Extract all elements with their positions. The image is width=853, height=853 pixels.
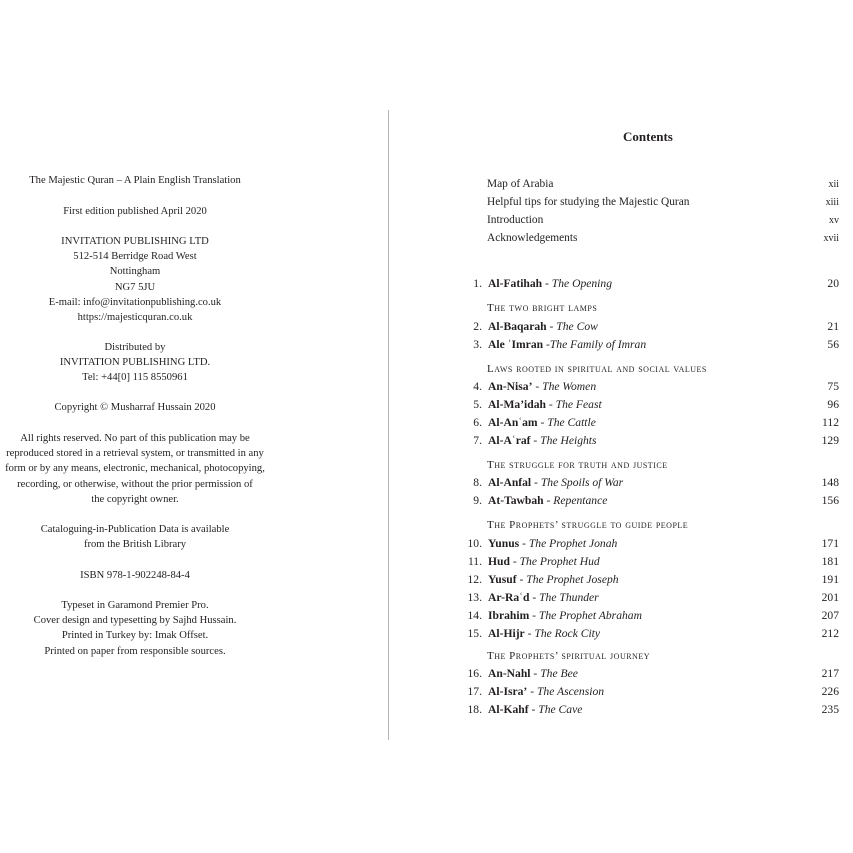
- cataloguing-block: [0, 522, 270, 552]
- chapter-name: At-Tawbah: [488, 494, 544, 507]
- chapter-english-title: The Thunder: [539, 591, 599, 604]
- chapter-page-number: 212: [821, 627, 839, 640]
- section-heading: The two bright lamps: [487, 302, 598, 314]
- chapter-separator: -: [516, 573, 527, 586]
- front-matter-label: Map of Arabia: [487, 178, 554, 190]
- chapter-english-title: The Prophet Hud: [519, 555, 600, 568]
- chapter-entry[interactable]: [450, 275, 839, 293]
- chapter-english-title: The Heights: [540, 434, 597, 447]
- distributor-name: INVITATION PUBLISHING LTD.: [59, 357, 211, 369]
- chapter-entry[interactable]: [450, 665, 839, 683]
- front-matter-page: xii: [828, 179, 839, 190]
- chapter-entry[interactable]: [450, 683, 839, 701]
- contents-page: [390, 0, 853, 853]
- production-block: [0, 598, 270, 659]
- chapter-english-title: The Prophet Abraham: [538, 609, 642, 622]
- chapter-entry[interactable]: [450, 432, 839, 450]
- chapter-page-number: 191: [821, 573, 839, 586]
- publisher-name: INVITATION PUBLISHING LTD: [61, 236, 209, 247]
- rights-line: recording, or otherwise, without the prior permission of: [17, 478, 253, 490]
- chapter-entry[interactable]: [450, 318, 839, 336]
- chapter-english-title: The Cave: [538, 703, 583, 716]
- chapter-page-number: 75: [827, 380, 839, 393]
- front-matter-page: xiii: [825, 197, 839, 208]
- chapter-entry[interactable]: [450, 607, 839, 625]
- chapter-separator: -: [531, 476, 541, 489]
- address-postcode: NG7 5JU: [114, 281, 156, 293]
- chapter-separator: -: [524, 627, 535, 640]
- chapter-name: Al-Baqarah: [488, 320, 547, 333]
- front-matter-item[interactable]: [487, 231, 839, 246]
- chapter-name: Al-Hijr: [488, 627, 525, 640]
- design-line: Cover design and typesetting by Sajhd Hussain.: [33, 615, 237, 627]
- imprint-page: [0, 0, 388, 853]
- chapter-separator: -: [543, 494, 554, 507]
- chapter-name: An-Nisa’: [488, 380, 533, 393]
- chapter-name: Ar-Raʿd: [488, 591, 530, 604]
- address-street: 512-514 Berridge Road West: [73, 251, 197, 263]
- chapter-entry[interactable]: [450, 535, 839, 553]
- chapter-separator: -: [529, 591, 540, 604]
- chapter-group: [450, 378, 839, 450]
- chapter-number: 13.: [467, 591, 482, 604]
- chapter-name: Hud: [488, 555, 510, 568]
- chapter-number: 8.: [473, 476, 482, 489]
- chapter-entry[interactable]: [450, 571, 839, 589]
- chapter-entry[interactable]: [450, 474, 839, 492]
- cataloguing-line: Cataloguing-in-Publication Data is available: [40, 524, 230, 535]
- front-matter-page: xvii: [823, 233, 839, 244]
- chapter-separator: -: [543, 338, 550, 351]
- rights-line: form or by any means, electronic, mechanical, photocopying,: [5, 463, 265, 475]
- chapter-entry[interactable]: [450, 336, 839, 354]
- chapter-number: 3.: [473, 338, 482, 351]
- chapter-number: 4.: [473, 380, 482, 393]
- distributor-block: [0, 340, 270, 386]
- imprint-title-block: [0, 173, 270, 188]
- chapter-separator: -: [545, 398, 556, 411]
- chapter-group: [450, 665, 839, 719]
- chapter-separator: -: [509, 555, 520, 568]
- book-title-line: The Majestic Quran – A Plain English Translation: [29, 175, 241, 186]
- rights-line: reproduced stored in a retrieval system, or transmitted in any: [6, 448, 264, 460]
- chapter-name: Al-Aʿraf: [488, 434, 531, 447]
- chapter-english-title: The Ascension: [536, 685, 605, 698]
- chapter-entry[interactable]: [450, 625, 839, 643]
- chapter-number: 6.: [473, 416, 482, 429]
- chapter-number: 14.: [467, 609, 482, 622]
- page-gutter: [388, 110, 389, 740]
- section-heading: The Prophets’ spiritual journey: [487, 650, 650, 662]
- chapter-group: [450, 535, 839, 643]
- section-heading: The struggle for truth and justice: [487, 459, 668, 471]
- address-city: Nottingham: [109, 266, 161, 278]
- chapter-number: 10.: [467, 537, 482, 550]
- chapter-separator: -: [542, 277, 552, 290]
- chapter-separator: -: [528, 703, 539, 716]
- rights-line: the copyright owner.: [91, 493, 179, 505]
- chapter-entry[interactable]: [450, 553, 839, 571]
- chapter-name: Al-Anfal: [488, 476, 532, 489]
- publisher-address-block: [0, 234, 270, 325]
- chapter-separator: -: [537, 416, 548, 429]
- distributed-by-label: Distributed by: [104, 342, 166, 353]
- publisher-website: https://majesticquran.co.uk: [77, 312, 193, 324]
- chapter-separator: -: [530, 434, 541, 447]
- chapter-page-number: 96: [827, 398, 839, 411]
- chapter-page-number: 181: [821, 555, 839, 568]
- chapter-group: [450, 318, 839, 354]
- front-matter-label: Acknowledgements: [487, 232, 578, 244]
- chapter-name: Al-Isra’: [488, 685, 528, 698]
- chapter-name: Al-Kahf: [488, 703, 529, 716]
- chapter-number: 1.: [473, 277, 482, 290]
- chapter-page-number: 235: [821, 703, 839, 716]
- chapter-page-number: 21: [827, 320, 839, 333]
- chapter-number: 17.: [467, 685, 482, 698]
- front-matter-item[interactable]: [487, 177, 839, 192]
- chapter-number: 12.: [467, 573, 482, 586]
- chapter-english-title: The Cow: [556, 320, 598, 333]
- section-heading: Laws rooted in spiritual and social values: [487, 363, 707, 375]
- distributor-phone: Tel: +44[0] 115 8550961: [82, 372, 188, 384]
- front-matter-label: Helpful tips for studying the Majestic Quran: [487, 196, 690, 208]
- chapter-page-number: 171: [821, 537, 839, 550]
- chapter-number: 15.: [467, 627, 482, 640]
- chapter-entry[interactable]: [450, 396, 839, 414]
- copyright-line: Copyright © Musharraf Hussain 2020: [54, 402, 216, 413]
- chapter-entry[interactable]: [450, 492, 839, 510]
- chapter-number: 16.: [467, 667, 482, 680]
- chapter-page-number: 217: [821, 667, 839, 680]
- chapter-english-title: The Bee: [540, 667, 578, 680]
- chapter-entry[interactable]: [450, 378, 839, 396]
- chapter-name: Ale ʿImran: [488, 338, 544, 351]
- chapter-page-number: 156: [821, 494, 839, 507]
- chapter-entry[interactable]: [450, 701, 839, 719]
- chapter-number: 9.: [473, 494, 482, 507]
- rights-line: All rights reserved. No part of this publication may be: [20, 433, 250, 444]
- chapter-page-number: 20: [827, 277, 839, 290]
- chapter-page-number: 148: [821, 476, 839, 489]
- front-matter-item[interactable]: [487, 213, 839, 228]
- chapter-name: An-Nahl: [488, 667, 531, 680]
- chapter-english-title: The Prophet Joseph: [526, 573, 619, 586]
- chapter-name: Al-Anʿam: [488, 416, 538, 429]
- edition-line: First edition published April 2020: [63, 206, 207, 217]
- chapter-number: 2.: [473, 320, 482, 333]
- chapter-name: Yunus: [488, 537, 520, 550]
- chapter-separator: -: [527, 685, 537, 698]
- chapter-number: 18.: [467, 703, 482, 716]
- chapter-english-title: Repentance: [553, 494, 608, 507]
- chapter-separator: -: [519, 537, 529, 550]
- edition-block: [0, 204, 270, 219]
- chapter-english-title: The Family of Imran: [549, 338, 647, 351]
- chapter-english-title: The Prophet Jonah: [528, 537, 618, 550]
- chapter-name: Al-Fatihah: [488, 277, 543, 290]
- chapter-number: 7.: [473, 434, 482, 447]
- chapter-page-number: 226: [821, 685, 839, 698]
- chapter-group: [450, 474, 839, 510]
- chapter-page-number: 207: [821, 609, 839, 622]
- chapter-page-number: 56: [827, 338, 839, 351]
- isbn-block: [0, 568, 270, 583]
- chapter-separator: -: [530, 667, 541, 680]
- chapter-english-title: The Opening: [551, 277, 612, 290]
- chapter-separator: -: [532, 380, 543, 393]
- chapter-english-title: The Women: [542, 380, 597, 393]
- front-matter-label: Introduction: [487, 214, 544, 226]
- chapter-page-number: 201: [821, 591, 839, 604]
- printer-line: Printed in Turkey by: Imak Offset.: [61, 630, 209, 642]
- chapter-number: 5.: [473, 398, 482, 411]
- chapter-name: Yusuf: [488, 573, 517, 586]
- chapter-entry[interactable]: [450, 414, 839, 432]
- typeset-line: Typeset in Garamond Premier Pro.: [61, 600, 209, 611]
- chapter-english-title: The Spoils of War: [540, 476, 624, 489]
- front-matter-page: xv: [829, 215, 839, 226]
- chapter-page-number: 129: [821, 434, 839, 447]
- front-matter-item[interactable]: [487, 195, 839, 210]
- chapter-english-title: The Feast: [555, 398, 602, 411]
- chapter-name: Ibrahim: [488, 609, 530, 622]
- chapter-separator: -: [546, 320, 557, 333]
- copyright-block: [0, 400, 270, 415]
- contents-title: Contents: [623, 129, 673, 144]
- front-matter-list: [487, 177, 839, 246]
- chapter-english-title: The Rock City: [534, 627, 601, 640]
- chapter-separator: -: [529, 609, 539, 622]
- chapter-group: [450, 275, 839, 293]
- cataloguing-line: from the British Library: [83, 539, 187, 551]
- chapter-name: Al-Ma’idah: [488, 398, 546, 411]
- chapter-entry[interactable]: [450, 589, 839, 607]
- publisher-email: E-mail: info@invitationpublishing.co.uk: [48, 296, 222, 308]
- chapter-number: 11.: [467, 555, 482, 568]
- chapter-english-title: The Cattle: [547, 416, 596, 429]
- chapter-page-number: 112: [822, 416, 839, 429]
- rights-block: [0, 431, 270, 507]
- paper-line: Printed on paper from responsible sources.: [44, 645, 226, 657]
- isbn-line: ISBN 978-1-902248-84-4: [80, 570, 190, 581]
- section-heading: The Prophets’ struggle to guide people: [487, 519, 689, 531]
